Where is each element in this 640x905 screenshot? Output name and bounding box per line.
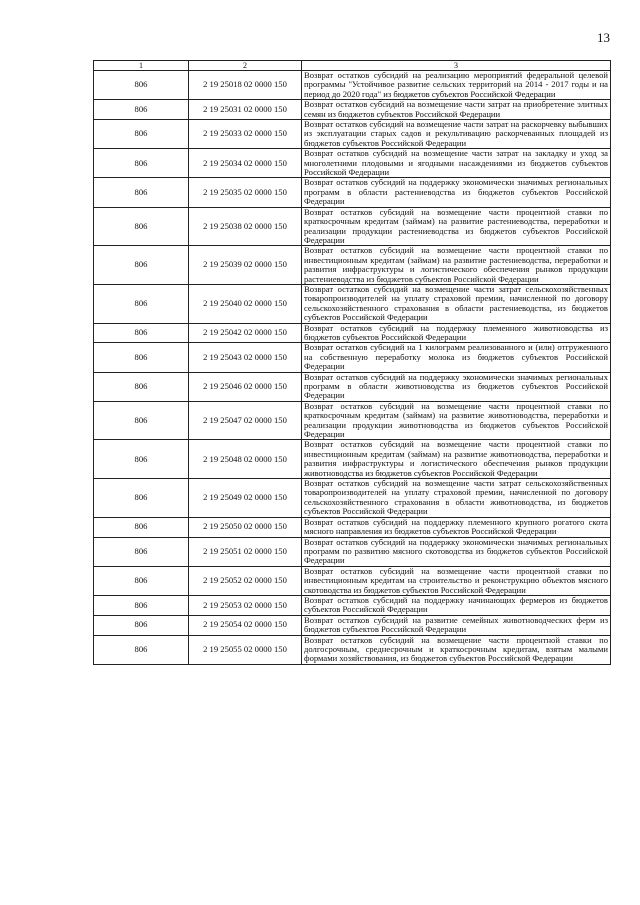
description-cell: Возврат остатков субсидий на возмещение части процентной ставки по долгосрочным, среднесрочным и краткосрочным кредитам, взятым малыми формами хозяйствования, из бюджетов субъектов Российской Федерации <box>302 635 611 664</box>
admin-code-cell: 806 <box>94 566 189 595</box>
column-header-1: 1 <box>94 61 189 71</box>
admin-code-cell: 806 <box>94 149 189 178</box>
admin-code-cell: 806 <box>94 615 189 635</box>
budget-code-cell: 2 19 25055 02 0000 150 <box>189 635 302 664</box>
budget-code-cell: 2 19 25050 02 0000 150 <box>189 517 302 537</box>
admin-code-cell: 806 <box>94 323 189 343</box>
admin-code-cell: 806 <box>94 343 189 372</box>
description-cell: Возврат остатков субсидий на 1 килограмм реализованного и (или) отгруженного на собственную переработку молока из бюджетов субъектов Российской Федерации <box>302 343 611 372</box>
budget-code-cell: 2 19 25049 02 0000 150 <box>189 479 302 518</box>
budget-code-cell: 2 19 25053 02 0000 150 <box>189 595 302 615</box>
admin-code-cell: 806 <box>94 372 189 401</box>
description-cell: Возврат остатков субсидий на возмещение части затрат сельскохозяйственных товаропроизводителей на уплату страховой премии, начисленной по договору сельскохозяйственного страхования в области растениеводства, из бюджетов субъектов Российской Федерации <box>302 284 611 323</box>
budget-code-cell: 2 19 25040 02 0000 150 <box>189 284 302 323</box>
description-cell: Возврат остатков субсидий на поддержку племенного крупного рогатого скота мясного направления из бюджетов субъектов Российской Федерации <box>302 517 611 537</box>
table-row <box>94 323 611 343</box>
budget-code-cell: 2 19 25043 02 0000 150 <box>189 343 302 372</box>
description-cell: Возврат остатков субсидий на возмещение части процентной ставки по краткосрочным кредитам (займам) на развитие растениеводства, переработки и реализации продукции растениеводства из бюджетов субъектов Российской Федерации <box>302 207 611 246</box>
table-row <box>94 120 611 149</box>
admin-code-cell: 806 <box>94 401 189 440</box>
budget-code-cell: 2 19 25046 02 0000 150 <box>189 372 302 401</box>
description-cell: Возврат остатков субсидий на возмещение части затрат на закладку и уход за многолетними плодовыми и ягодными насаждениями из бюджетов субъектов Российской Федерации <box>302 149 611 178</box>
description-cell: Возврат остатков субсидий на возмещение части процентной ставки по инвестиционным кредитам на строительство и реконструкцию объектов мясного скотоводства из бюджетов субъектов Российской Федерации <box>302 566 611 595</box>
description-cell: Возврат остатков субсидий на возмещение части затрат на приобретение элитных семян из бюджетов субъектов Российской Федерации <box>302 100 611 120</box>
budget-code-cell: 2 19 25038 02 0000 150 <box>189 207 302 246</box>
description-cell: Возврат остатков субсидий на возмещение части затрат на раскорчевку выбывших из эксплуатации старых садов и рекультивацию раскорчеванных площадей из бюджетов субъектов Российской Федерации <box>302 120 611 149</box>
budget-code-cell: 2 19 25042 02 0000 150 <box>189 323 302 343</box>
admin-code-cell: 806 <box>94 246 189 285</box>
admin-code-cell: 806 <box>94 537 189 566</box>
admin-code-cell: 806 <box>94 595 189 615</box>
table-row <box>94 149 611 178</box>
description-cell: Возврат остатков субсидий на поддержку племенного животноводства из бюджетов субъектов Российской Федерации <box>302 323 611 343</box>
budget-code-cell: 2 19 25018 02 0000 150 <box>189 71 302 100</box>
admin-code-cell: 806 <box>94 635 189 664</box>
budget-code-cell: 2 19 25034 02 0000 150 <box>189 149 302 178</box>
table-row <box>94 566 611 595</box>
budget-code-cell: 2 19 25054 02 0000 150 <box>189 615 302 635</box>
budget-code-cell: 2 19 25033 02 0000 150 <box>189 120 302 149</box>
table-row <box>94 440 611 479</box>
table-header-row <box>94 61 611 71</box>
budget-codes-table <box>93 60 611 665</box>
admin-code-cell: 806 <box>94 479 189 518</box>
budget-code-cell: 2 19 25031 02 0000 150 <box>189 100 302 120</box>
table-row <box>94 537 611 566</box>
admin-code-cell: 806 <box>94 284 189 323</box>
description-cell: Возврат остатков субсидий на возмещение части процентной ставки по инвестиционным кредитам (займам) на развитие животноводства, переработки и развития инфраструктуры и логистического обеспечения рынков продукции животноводства из бюджетов субъектов Российской Федерации <box>302 440 611 479</box>
table-row <box>94 246 611 285</box>
budget-code-cell: 2 19 25039 02 0000 150 <box>189 246 302 285</box>
table-row <box>94 595 611 615</box>
admin-code-cell: 806 <box>94 120 189 149</box>
table-row <box>94 343 611 372</box>
table-row <box>94 372 611 401</box>
page-number: 13 <box>597 30 610 45</box>
table-row <box>94 615 611 635</box>
budget-code-cell: 2 19 25052 02 0000 150 <box>189 566 302 595</box>
column-header-2: 2 <box>189 61 302 71</box>
table-body <box>94 71 611 665</box>
budget-code-cell: 2 19 25048 02 0000 150 <box>189 440 302 479</box>
table-row <box>94 401 611 440</box>
budget-code-cell: 2 19 25051 02 0000 150 <box>189 537 302 566</box>
admin-code-cell: 806 <box>94 100 189 120</box>
admin-code-cell: 806 <box>94 178 189 207</box>
description-cell: Возврат остатков субсидий на поддержку начинающих фермеров из бюджетов субъектов Российской Федерации <box>302 595 611 615</box>
admin-code-cell: 806 <box>94 71 189 100</box>
table-row <box>94 100 611 120</box>
description-cell: Возврат остатков субсидий на возмещение части затрат сельскохозяйственных товаропроизводителей на уплату страховой премии, начисленной по договору сельскохозяйственного страхования в области животноводства, из бюджетов субъектов Российской Федерации <box>302 479 611 518</box>
column-header-3: 3 <box>302 61 611 71</box>
description-cell: Возврат остатков субсидий на развитие семейных животноводческих ферм из бюджетов субъектов Российской Федерации <box>302 615 611 635</box>
admin-code-cell: 806 <box>94 517 189 537</box>
description-cell: Возврат остатков субсидий на поддержку экономически значимых региональных программ в области растениеводства из бюджетов субъектов Российской Федерации <box>302 178 611 207</box>
table-row <box>94 635 611 664</box>
description-cell: Возврат остатков субсидий на поддержку экономически значимых региональных программ в области животноводства из бюджетов субъектов Российской Федерации <box>302 372 611 401</box>
table-row <box>94 479 611 518</box>
description-cell: Возврат остатков субсидий на реализацию мероприятий федеральной целевой программы "Устойчивое развитие сельских территорий на 2014 - 2017 годы и на период до 2020 года" из бюджетов субъектов Российской Федерации <box>302 71 611 100</box>
table-row <box>94 207 611 246</box>
budget-code-cell: 2 19 25047 02 0000 150 <box>189 401 302 440</box>
budget-code-cell: 2 19 25035 02 0000 150 <box>189 178 302 207</box>
description-cell: Возврат остатков субсидий на возмещение части процентной ставки по инвестиционным кредитам (займам) на развитие растениеводства, переработки и развития инфраструктуры и логистического обеспечения рынков продукции растениеводства из бюджетов субъектов Российской Федерации <box>302 246 611 285</box>
table-row <box>94 71 611 100</box>
table-row <box>94 517 611 537</box>
description-cell: Возврат остатков субсидий на возмещение части процентной ставки по краткосрочным кредитам (займам) на развитие животноводства, переработки и реализации продукции животноводства из бюджетов субъектов Российской Федерации <box>302 401 611 440</box>
admin-code-cell: 806 <box>94 440 189 479</box>
admin-code-cell: 806 <box>94 207 189 246</box>
table-row <box>94 178 611 207</box>
description-cell: Возврат остатков субсидий на поддержку экономически значимых региональных программ по развитию мясного скотоводства из бюджетов субъектов Российской Федерации <box>302 537 611 566</box>
table-row <box>94 284 611 323</box>
